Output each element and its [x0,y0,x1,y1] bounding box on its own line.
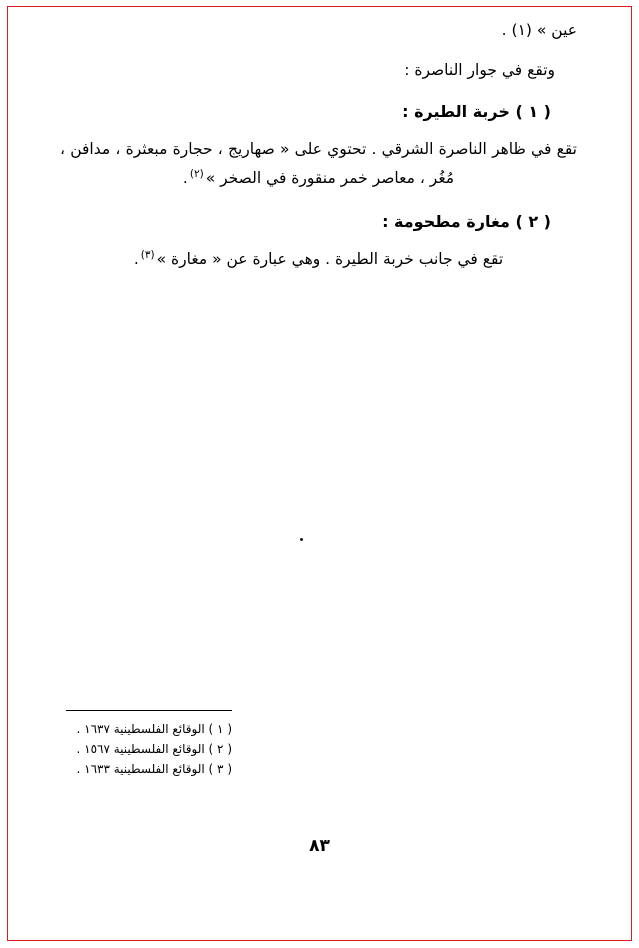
ink-speck [300,538,303,541]
section-paragraph-1-line-1: تقع في ظاهر الناصرة الشرقي . تحتوي على « صهاريج ، حجارة مبعثرة ، [115,140,577,159]
footnote-separator [66,710,232,712]
footnote-item: ( ٢ ) الوقائع الفلسطينية ١٥٦٧ . [76,742,232,756]
section-heading-2: ( ٢ ) مغارة مطحومة : [382,212,551,232]
footnote-item: ( ١ ) الوقائع الفلسطينية ١٦٣٧ . [76,722,232,736]
section-paragraph-2-line-1: تقع في جانب خربة الطيرة . وهي عبارة عن « مغارة » [156,250,504,269]
intro-line: وتقع في جوار الناصرة : [404,61,555,80]
section-paragraph-1 [60,135,577,192]
section-paragraph-2-end: . [133,250,139,269]
section-paragraph-2 [60,245,577,274]
footnotes-block [60,710,577,781]
footnote-marker-3: (٣) [140,249,155,262]
footnote-marker-2: (٢) [189,167,204,180]
page-number: ٨٣ [309,836,330,856]
page-content [60,18,577,930]
footnote-item: ( ٣ ) الوقائع الفلسطينية ١٦٣٣ . [76,762,232,776]
opening-fragment: عين » (١) . [501,21,577,39]
blank-area [60,282,577,532]
section-paragraph-1-end: . [182,168,188,187]
section-paragraph-1-line-2: مدافن ، مُغُر ، معاصر خمر منقورة في الصخر » [60,140,455,187]
section-heading-1: ( ١ ) خربة الطيرة : [402,102,551,122]
